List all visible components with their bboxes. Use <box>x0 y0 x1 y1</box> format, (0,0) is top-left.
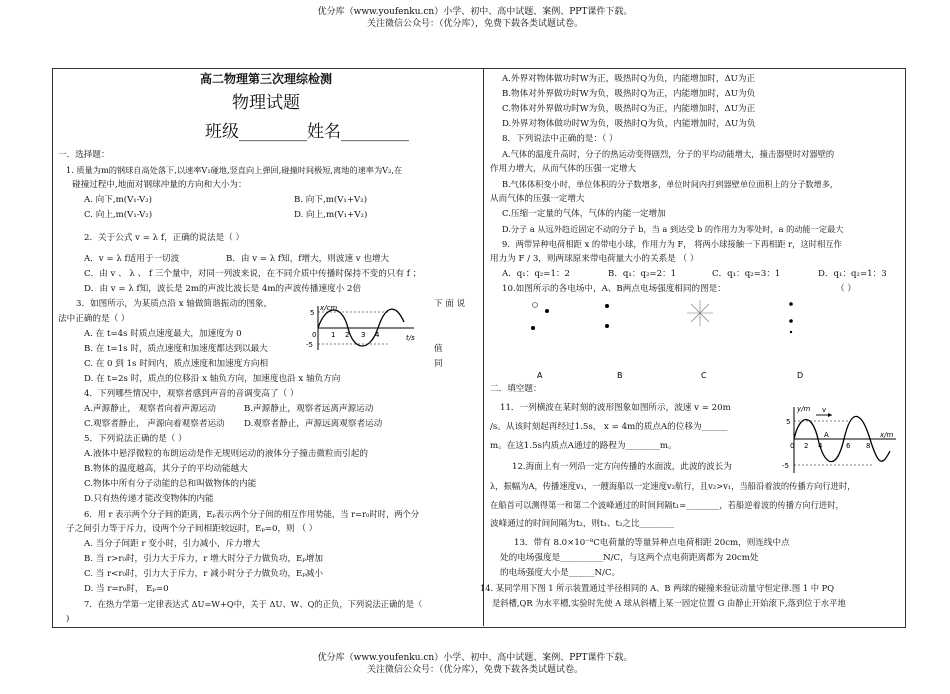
q1-options-row1 <box>58 193 478 208</box>
q11-stem-cont: /s。从该时刻起再经过1.5s， x = 4m的质点A的位移为______ <box>490 422 728 432</box>
q11-stem: 11．一列横波在某时刻的波形图象如图所示，波速 v = 20m <box>500 403 731 413</box>
q10-label-b: B <box>617 371 623 380</box>
q1-option-b: B. 向下,m(V₁+V₂) <box>294 195 368 205</box>
q5-option-d: D.只有热传递才能改变物体的内能 <box>84 494 214 504</box>
footer-line2: 关注微信公众号：（优分库），免费下载各类试题试卷。 <box>366 665 583 675</box>
q6-stem-cont: 子之间引力等于斥力，设两个分子间相距较远时，Eₚ=0，则 （ ） <box>66 524 318 534</box>
q9-option-d: D．q₁：q₂=1：3 <box>818 269 887 279</box>
q11-xlabel: x/m <box>880 431 894 439</box>
q3-tick-yminus5: -5 <box>306 341 313 349</box>
exam-title: 高二物理第三次理综检测 <box>200 72 333 86</box>
q13-stem-cont: 处的电场强度是__________N/C，与这两个点电荷距离都为 20cm处 <box>500 553 759 563</box>
q11-tick-y5: 5 <box>786 418 791 426</box>
q3-tick-x0: 0 <box>312 331 317 339</box>
q3-option-b: B. 在 t=1s 时，质点速度和加速度都达到以最大 <box>84 344 268 354</box>
q10-label-d: D <box>797 371 804 380</box>
q11-stem-cont2: m。在这1.5s内质点A通过的路程为________m。 <box>490 441 677 451</box>
header-line2: 关注微信公众号：（优分库），免费下载各类试题试卷。 <box>366 19 583 29</box>
q7-option-d: D.外界对物体做功时W为负，吸热时Q为负，内能增加时，ΔU为负 <box>502 119 756 129</box>
footer-line1: 优分库（www.youfenku.cn）小学、初中、高中试题、案例、PPT课件下载。 <box>317 653 633 663</box>
q7-option-b: B.物体对外界做功时W为负，吸热时Q为正，内能增加时，ΔU为负 <box>502 89 756 99</box>
q9-stem-cont: 用力为 F / 3，则两球原来带电荷量大小的关系是 （ ） <box>490 254 699 264</box>
q4-option-d: D.观察者静止，声源远离观察者运动 <box>244 419 383 429</box>
q2-option-b: B．由 v = λ f知，f增大，则波速 v 也增大 <box>226 254 390 264</box>
point-a-dot <box>531 326 535 330</box>
header-line1: 优分库（www.youfenku.cn）小学、初中、高中试题、案例、PPT课件下载。 <box>317 7 633 17</box>
q9-option-c: C．q₁：q₂=3：1 <box>712 269 781 279</box>
q4-option-b: B.声源静止，观察者远离声源运动 <box>244 404 374 414</box>
q5-option-c: C.物体中所有分子动能的总和叫做物体的内能 <box>84 479 257 489</box>
q11-tick-x4: 4 <box>818 442 823 450</box>
q11-point-a-label: A <box>824 431 829 439</box>
q4-stem: 4．下列哪些情况中，观察者感到声音的音调变高了（ ） <box>84 389 299 399</box>
q1-options-row2 <box>58 208 478 223</box>
q10-figure-c <box>687 300 713 326</box>
q3-stem: 3．如图所示，为某质点沿 x 轴做简谐振动的图象， <box>76 299 273 309</box>
q8-option-a-cont: 作用力增大，从而气体的压强一定增大 <box>490 164 637 174</box>
section-heading: 一．选择题： <box>58 150 110 160</box>
q13-stem: 13．带有 8.0×10⁻⁸C电荷量的等量异种点电荷相距 20cm，则连线中点 <box>514 538 790 548</box>
exam-subtitle: 物理试题 <box>232 93 300 113</box>
q11-tick-yminus5: -5 <box>782 462 789 470</box>
arrow-right-icon <box>828 413 832 417</box>
point-b-dot <box>789 319 793 323</box>
q6-option-a: A. 当分子间距 r 变小时，引力减小，斥力增大 <box>84 539 260 549</box>
q11-tick-x2: 2 <box>804 442 809 450</box>
q4-option-a: A.声源静止， 观察者向着声源运动 <box>84 404 216 414</box>
left-column <box>58 148 478 627</box>
q9-option-b: B．q₁：q₂=2：1 <box>608 269 677 279</box>
q8-option-b-cont: 从而气体的压强一定增大 <box>490 194 585 204</box>
q7-stem-cont: ) <box>66 614 70 624</box>
q12-stem-cont2: 在船首可以测得第一和第二个波峰通过的时间间隔t₁=________，若船逆着波的传播方向行进时， <box>490 500 844 510</box>
point-a-dot <box>605 304 609 308</box>
q8-option-d: D.分子 a 从远外趋近固定不动的分子 b，当 a 到达受 b 的作用力为零处时，a 的动能一定最大 <box>502 224 844 234</box>
q11-tick-x8: 8 <box>866 442 871 450</box>
q10-label-c: C <box>701 371 707 380</box>
q11-tick-x6: 6 <box>846 442 851 450</box>
q11-ylabel: y/m <box>797 405 811 413</box>
q10-figure-d <box>789 302 793 333</box>
q2-option-d: D．由 v = λ f知，波长是 2m的声波比波长是 4m的声波传播速度小 2倍 <box>84 284 362 294</box>
q10-paren: （ ） <box>836 284 856 294</box>
q9-options-row <box>490 267 900 282</box>
q10-stem: 10.如图所示的各电场中，A、B两点电场强度相同的图是： <box>502 284 726 294</box>
q9-stem: 9．两带异种电荷相距 x 的带电小球，作用力为 F， 将两小球接触一下再相距 r，这时相互作 <box>502 239 842 249</box>
point-a-dot <box>789 302 793 306</box>
q6-option-d: D. 当 r=r₀时， Eₚ=0 <box>84 584 169 594</box>
q8-option-b: B.气体体积变小时，单位体积的分子数增多，单位时间内打到器壁单位面积上的分子数增多， <box>502 179 839 189</box>
q7-option-c: C.物体对外界做功时W为负，吸热时Q为正，内能增加时，ΔU为正 <box>502 104 756 114</box>
q3-tick-x4: 4 <box>375 331 380 339</box>
q5-option-a: A.液体中悬浮微粒的布朗运动是作无规则运动的液体分子撞击微粒而引起的 <box>84 449 368 459</box>
q12-stem: 12.海面上有一列沿一定方向传播的水面波，此波的波长为 <box>512 462 732 472</box>
q2-stem: 2．关于公式 v = λ f，正确的说法是（ ） <box>84 233 245 243</box>
q1-option-c: C. 向上,m(V₁-V₂) <box>84 210 153 220</box>
column-divider <box>483 68 484 626</box>
q9-option-a: A．q₁：q₂=1：2 <box>502 269 571 279</box>
point-b-dot <box>545 309 549 313</box>
q8-option-c: C.压缩一定量的气体，气体的内能一定增加 <box>502 209 666 219</box>
q3-option-d: D. 在 t=2s 时，质点的位移沿 x 轴负方向，加速度也沿 x 轴负方向 <box>84 374 341 384</box>
q11-tick-x0: 0 <box>790 442 795 450</box>
q14-stem: 14. 某同学用下图 1 所示装置通过半径相同的 A、B 两球的碰撞来验证动量守恒定律.图 1 中 PQ <box>480 583 835 593</box>
q3-tick-x2: 2 <box>345 331 350 339</box>
point-dot <box>790 331 792 333</box>
q12-stem-cont: λ，振幅为A，传播速度v₁，一艘海船以一定速度v₂航行，且v₂>v₁，当船沿着波的传播方向行进时， <box>490 481 856 491</box>
q10-field-diagrams <box>495 292 895 382</box>
q1-option-d: D. 向上,m(V₁+V₂) <box>294 210 368 220</box>
section2-heading: 二．填空题： <box>490 384 542 394</box>
q3-option-c: C. 在 0 到 1s 时间内，质点速度和加速度方向相 <box>84 359 269 369</box>
q13-stem-cont2: 的电场强度大小是______N/C。 <box>500 568 621 578</box>
q2-option-a: A．v = λ f适用于一切波 <box>84 254 180 264</box>
q5-option-b: B.物体的温度越高，其分子的平均动能越大 <box>84 464 248 474</box>
right-column <box>490 72 900 297</box>
point-b-dot <box>605 324 609 328</box>
q3-option-c-row <box>58 357 478 372</box>
q1-option-a: A. 向下,m(V₁-V₂) <box>84 195 153 205</box>
q3-tick-y5: 5 <box>310 309 315 317</box>
q10-figure-a <box>531 303 549 331</box>
q3-ylabel: x/cm <box>320 304 338 312</box>
q3-option-b-tail: 值 <box>434 344 443 354</box>
q6-option-b: B. 当 r>r₀时，引力大于斥力，r 增大时分子力做负功，Eₚ增加 <box>84 554 323 564</box>
q11-v-label: v <box>822 406 827 414</box>
q11-wave-graph <box>782 403 900 475</box>
q3-tick-x1: 1 <box>331 331 336 339</box>
q3-oscillation-graph <box>300 302 422 352</box>
q3-stem-right: 下 面 说 <box>434 299 466 309</box>
q8-stem: 8．下列说法中正确的是：（ ） <box>502 134 618 144</box>
q4-options-row2 <box>58 417 478 432</box>
q3-stem-cont: 法中正确的是（ ） <box>58 314 130 324</box>
charge-icon <box>533 303 538 308</box>
q3-xlabel: t/s <box>406 334 415 342</box>
class-name-line: 班级________姓名________ <box>205 122 409 142</box>
q7-option-a: A.外界对物体做功时W为正，吸热时Q为负，内能增加时，ΔU为正 <box>502 74 756 84</box>
q10-label-a: A <box>537 371 543 380</box>
q1-stem: 1. 质量为m的钢球自高处落下,以速率V₁碰地,竖直向上弹回,碰撞时间极短,离地的速率为V₂,在 <box>66 165 403 175</box>
q4-option-c: C.观察者静止， 声源向着观察者运动 <box>84 419 225 429</box>
q1-stem-cont: 碰撞过程中,地面对钢球冲量的方向和大小为： <box>72 180 247 190</box>
q3-tick-x3: 3 <box>361 331 366 339</box>
q7-stem: 7．在热力学第一定律表达式 ΔU=W+Q中，关于 ΔU、W、Q的正负，下列说法正确的是（ <box>84 599 423 609</box>
q8-option-a: A.气体的温度升高时，分子的热运动变得剧烈，分子的平均动能增大，撞击器壁时对器壁的 <box>502 149 835 159</box>
q10-figure-b <box>605 304 609 328</box>
q12-stem-cont3: 波峰通过的时间间隔为t₂，则t₁、t₂之比________ <box>490 519 674 529</box>
q5-stem: 5．下列说法正确的是（ ） <box>84 434 187 444</box>
q3-option-a: A. 在 t=4s 时质点速度最大，加速度为 0 <box>84 329 242 339</box>
q2-options-row1 <box>58 252 478 267</box>
q14-stem-cont: 是斜槽,QR 为水平槽,实验时先使 A 球从斜槽上某一固定位置 G 由静止开始滚下,落到位于水平地 <box>492 598 846 608</box>
q3-option-c-tail: 同 <box>434 359 443 369</box>
q6-stem: 6．用 r 表示两个分子间的距离，Eₚ表示两个分子间的相互作用势能，当 r=r₀时时，两个分 <box>84 509 420 519</box>
q2-option-c: C．由 v 、 λ 、 f 三个量中，对同一列波来说，在不同介质中传播时保持不变的只有 f ； <box>84 269 422 279</box>
q4-options-row1 <box>58 402 478 417</box>
q6-option-c: C. 当 r<r₀时，引力大于斥力，r 减小时分子力做负功，Eₚ减小 <box>84 569 323 579</box>
